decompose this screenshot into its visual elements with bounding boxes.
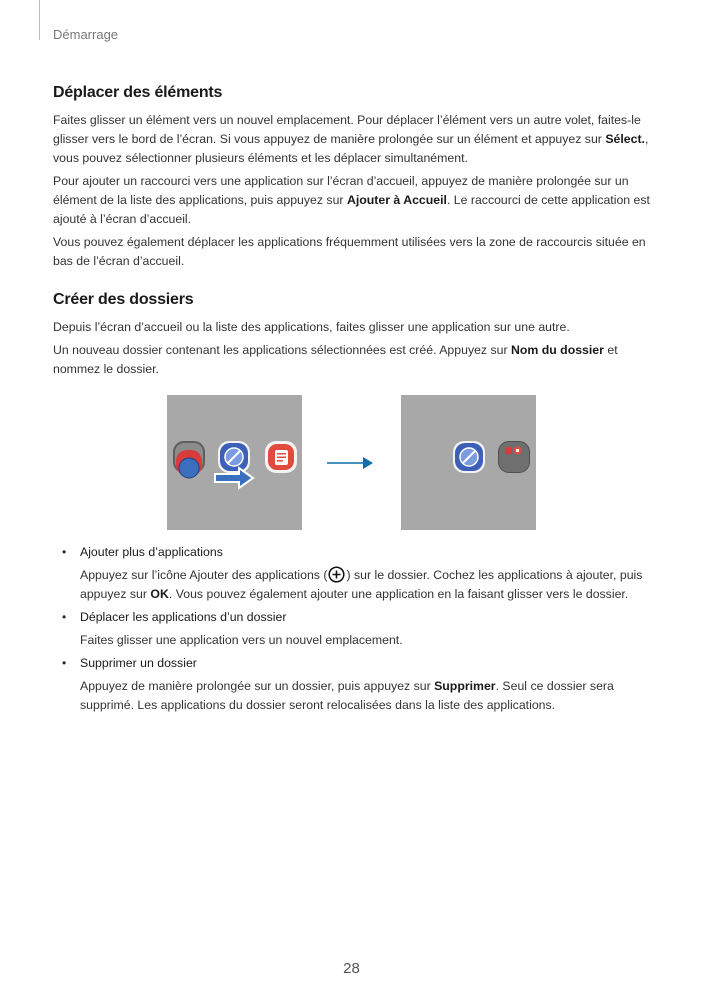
bullet-text: Faites glisser une application vers un nouvel emplacement. [80,633,403,647]
bullet-title: Ajouter plus d’applications [80,545,223,559]
section-title-move-items: Déplacer des éléments [53,84,223,101]
paragraph-drag-app: Depuis l’écran d’accueil ou la liste des applications, faites glisser une application sur une autre. [53,320,570,334]
section-header: Démarrage [53,27,119,42]
bullet-icon: • [62,656,67,670]
paragraph-add-shortcut: Pour ajouter un raccourci vers une application sur l’écran d’accueil, appuyez de manière prolongée sur un élément de la liste des applications, puis appuyez sur Ajouter à Accueil. Le raccourci de cette application est ajouté à l’écran d’accueil. [53,174,650,226]
page-number: 28 [343,960,360,977]
compass-app-icon [453,441,485,473]
list-item [53,654,653,715]
margin-line [39,0,40,40]
folder-options-list [53,543,653,715]
folder-icon [498,441,530,473]
paragraph-folder-name: Un nouveau dossier contenant les applications sélectionnées est créé. Appuyez sur Nom du dossier et nommez le dossier. [53,343,618,376]
folder-illustration [53,395,653,535]
add-apps-icon [328,566,345,583]
section-title-create-folders: Créer des dossiers [53,291,194,308]
arrow-right-icon [327,456,373,470]
list-item [53,543,653,604]
screenshot-before [167,395,302,530]
paragraph-move-items: Faites glisser un élément vers un nouvel emplacement. Pour déplacer l’élément vers un autre volet, faites-le glisser vers le bord de l’écran. Si vous appuyez de manière prolongée sur un élément et appuyez sur Sélect., vous pouvez sélectionner plusieurs éléments et les déplacer simultanément. [53,113,649,165]
drag-arrow-icon [213,465,257,491]
bullet-title: Déplacer les applications d’un dossier [80,610,287,624]
drag-hand-icon [173,441,205,473]
bullet-text: Appuyez de manière prolongée sur un dossier, puis appuyez sur Supprimer. Seul ce dossier sera supprimé. Les applications du dossier seront relocalisées dans la liste des applications. [80,679,614,712]
notes-app-icon [265,441,297,473]
bullet-text: Appuyez sur l’icône Ajouter des applications ( ) sur le dossier. Cochez les applications à ajouter, puis appuyez sur OK. Vous pouvez également ajouter une application en la faisant glisser vers le dossier. [80,568,643,601]
paragraph-shortcut-zone: Vous pouvez également déplacer les applications fréquemment utilisées vers la zone de raccourcis située en bas de l’écran d’accueil. [53,235,646,268]
term-ok: OK [150,587,169,601]
term-delete: Supprimer [434,679,496,693]
term-add-to-home: Ajouter à Accueil [346,193,447,207]
bullet-icon: • [62,610,67,624]
term-select: Sélect. [605,132,645,146]
bullet-icon: • [62,545,67,559]
screenshot-after [401,395,536,530]
bullet-title: Supprimer un dossier [80,656,197,670]
list-item [53,608,653,650]
term-folder-name: Nom du dossier [511,343,604,357]
page-content [53,84,653,719]
